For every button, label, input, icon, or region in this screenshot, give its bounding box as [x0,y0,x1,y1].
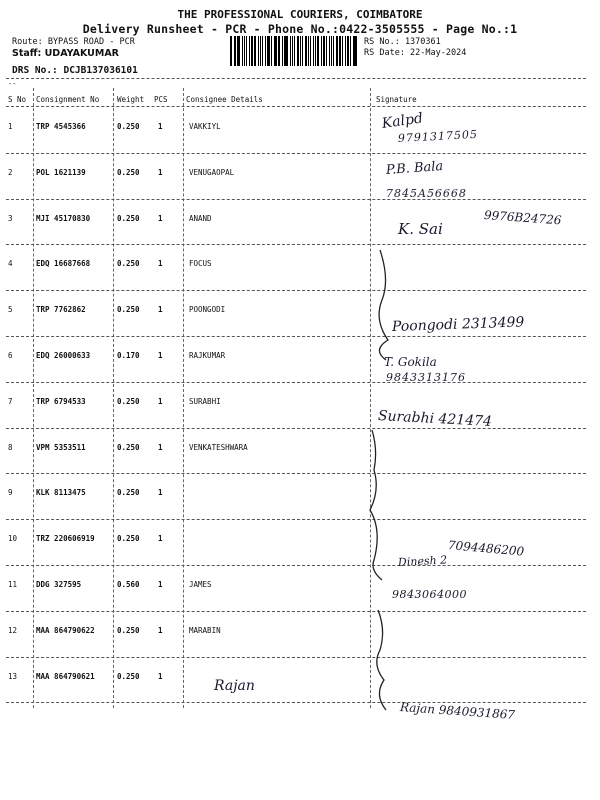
barcode-bar [347,36,349,66]
row-divider [6,657,586,658]
bracket-mark [377,610,386,710]
row-divider [6,336,586,337]
row-consignment-no: TRP 4545366 [36,122,86,131]
barcode-bar [274,36,275,66]
column-divider [113,88,114,708]
row-pcs: 1 [158,259,163,269]
column-header-divider [6,106,586,107]
row-sno: 8 [8,442,13,452]
row-pcs: 1 [158,625,163,635]
row-divider [6,199,586,200]
row-divider [6,519,586,520]
row-sno: 13 [8,671,18,681]
barcode-bar [336,36,338,66]
row-consignment-no: MJI 45170830 [36,213,91,223]
row-consignee: MARABIN [189,625,221,635]
row-sno: 10 [8,534,18,544]
phone-row-2: 7845A56668 [386,187,467,200]
signature-row-3: K. Sai [398,220,443,238]
row-divider [6,702,586,703]
row-consignment-no: POL 1621139 [36,167,86,177]
column-header-sno: S No [8,95,27,104]
barcode-bar [237,36,240,66]
barcode-bar [353,36,354,66]
barcode-bar [354,36,357,66]
row-weight: 0.250 [117,213,140,223]
column-header-signature: Signature [376,95,417,104]
row-sno: 3 [8,213,13,223]
barcode-bar [251,36,253,66]
row-pcs: 1 [158,488,163,498]
barcode-bar [230,36,232,66]
barcode-bar [326,36,327,66]
row-pcs: 1 [158,580,163,589]
row-divider [6,153,586,154]
column-header-weight: Weight [117,95,145,104]
row-consignee: FOCUS [189,259,212,269]
barcode-bar [310,36,312,66]
row-weight: 0.250 [117,442,140,452]
row-weight: 0.560 [117,580,140,589]
row-sno: 11 [8,580,18,589]
row-sno: 9 [8,488,13,498]
rs-date: RS Date: 22-May-2024 [364,48,467,58]
row-weight: 0.250 [117,671,140,681]
row-divider [6,473,586,474]
row-consignment-no: KLK 8113475 [36,488,86,498]
row-divider [6,428,586,429]
row-consignee: JAMES [189,580,212,589]
barcode-bar [271,36,272,66]
barcode-bar [331,36,333,66]
row-sno: 7 [8,396,13,406]
column-header-consignment: Consignment No [36,95,100,104]
barcode-bar [235,36,236,66]
row-consignee: VENUGAOPAL [189,167,235,177]
row-weight: 0.250 [117,534,140,544]
row-pcs: 1 [158,305,163,315]
row-divider [6,290,586,291]
header-divider [6,78,586,79]
row-sno: 4 [8,259,13,269]
row-consignment-no: VPM 5353511 [36,442,86,452]
row-consignment-no: TRZ 220606919 [36,534,95,544]
document-title: Delivery Runsheet - PCR - Phone No.:0422-3505555 - Page No.:1 [82,22,518,36]
barcode-bar [234,36,235,66]
barcode-bar [242,36,243,66]
staff-label: Staff: UDAYAKUMAR [12,48,119,59]
barcode-bar [297,36,299,66]
barcode-bar [342,36,343,66]
phone-row-1: 9791317505 [397,127,479,145]
phone-row-6: 9843313176 [386,371,466,384]
row-weight: 0.250 [117,488,140,498]
barcode-bar [323,36,326,66]
barcode-bar [345,36,346,66]
row-consignment-no: DDG 327595 [36,580,82,589]
row-divider [6,382,586,383]
barcode-bar [246,36,247,66]
barcode-bar [294,36,295,66]
row-consignment-no: TRP 6794533 [36,396,86,406]
barcode-bar [315,36,316,66]
barcode-bar [265,36,266,66]
signature-row-5: Poongodi 2313499 [391,314,525,335]
phone-row-3: 9976B24726 [483,208,562,228]
row-weight: 0.250 [117,122,140,131]
row-consignee: VENKATESHWARA [189,442,248,452]
row-weight: 0.250 [117,396,140,406]
consignee-handwritten-13: Rajan [214,678,255,694]
barcode-bar [350,36,351,66]
row-weight: 0.250 [117,305,140,315]
row-consignment-no: MAA 864790621 [36,671,95,681]
row-sno: 1 [8,122,13,131]
barcode-bar [262,36,264,66]
phone-row-11: 9843064000 [392,588,467,601]
barcode-bar [249,36,250,66]
barcode-bar [260,36,261,66]
signature-row-7: Surabhi 421474 [377,408,493,430]
barcode-bar [300,36,301,66]
row-consignee: VAKKIYL [189,122,221,131]
column-header-details: Consignee Details [186,95,263,104]
row-consignee: POONGODI [189,305,226,315]
row-weight: 0.170 [117,351,140,360]
row-sno: 12 [8,625,18,635]
row-divider [6,244,586,245]
barcode [230,36,358,66]
barcode-bar [317,36,319,66]
row-consignment-no: EDQ 26000633 [36,351,91,360]
row-divider [6,565,586,566]
handwritten-brackets [360,240,400,720]
barcode-bar [267,36,270,66]
row-weight: 0.250 [117,259,140,269]
barcode-bar [339,36,342,66]
row-pcs: 1 [158,213,163,223]
row-pcs: 1 [158,534,163,544]
barcode-bar [290,36,291,66]
barcode-bar [284,36,285,66]
row-pcs: 1 [158,671,163,681]
row-pcs: 1 [158,351,163,360]
row-pcs: 1 [158,122,163,131]
barcode-bar [285,36,288,66]
row-weight: 0.250 [117,167,140,177]
row-consignee: ANAND [189,213,212,223]
dash-mark: -- [8,80,17,88]
signature-row-2: P.B. Bala [385,159,444,178]
column-divider [183,88,184,708]
bracket-mark [370,430,382,580]
barcode-bar [305,36,308,66]
row-weight: 0.250 [117,625,140,635]
barcode-bar [302,36,303,66]
barcode-bar [244,36,246,66]
barcode-bar [292,36,294,66]
signature-row-1: Kalpd [380,110,424,132]
row-consignee: RAJKUMAR [189,351,226,360]
row-sno: 6 [8,351,13,360]
row-pcs: 1 [158,442,163,452]
row-pcs: 1 [158,167,163,177]
row-consignment-no: EDQ 16687668 [36,259,91,269]
barcode-bar [254,36,257,66]
row-sno: 2 [8,167,13,177]
company-name: THE PROFESSIONAL COURIERS, COIMBATORE [177,8,423,21]
barcode-bar [313,36,314,66]
column-header-pcs: PCS [154,95,168,104]
rs-number: RS No.: 1370361 [364,37,441,47]
barcode-bar [308,36,309,66]
barcode-bar [275,36,277,66]
drs-number: DRS No.: DCJB137036101 [12,65,138,76]
row-sno: 5 [8,305,13,315]
barcode-bar [321,36,322,66]
barcode-bar [329,36,330,66]
barcode-bar [258,36,259,66]
row-consignee: SURABHI [189,396,221,406]
row-divider [6,611,586,612]
route-label: Route: BYPASS ROAD - PCR [12,37,135,47]
phone-row-10: 7094486200 [447,538,525,559]
bracket-mark [379,250,388,360]
signature-row-11: Dinesh 2 [397,553,448,569]
column-divider [33,88,34,708]
signature-row-6: T. Gokila [384,355,437,369]
barcode-bar [278,36,280,66]
signature-row-13: Rajan 9840931867 [399,700,516,723]
barcode-bar [282,36,283,66]
row-consignment-no: TRP 7762862 [36,305,86,315]
barcode-bar [333,36,334,66]
row-consignment-no: MAA 864790622 [36,625,95,635]
row-pcs: 1 [158,396,163,406]
